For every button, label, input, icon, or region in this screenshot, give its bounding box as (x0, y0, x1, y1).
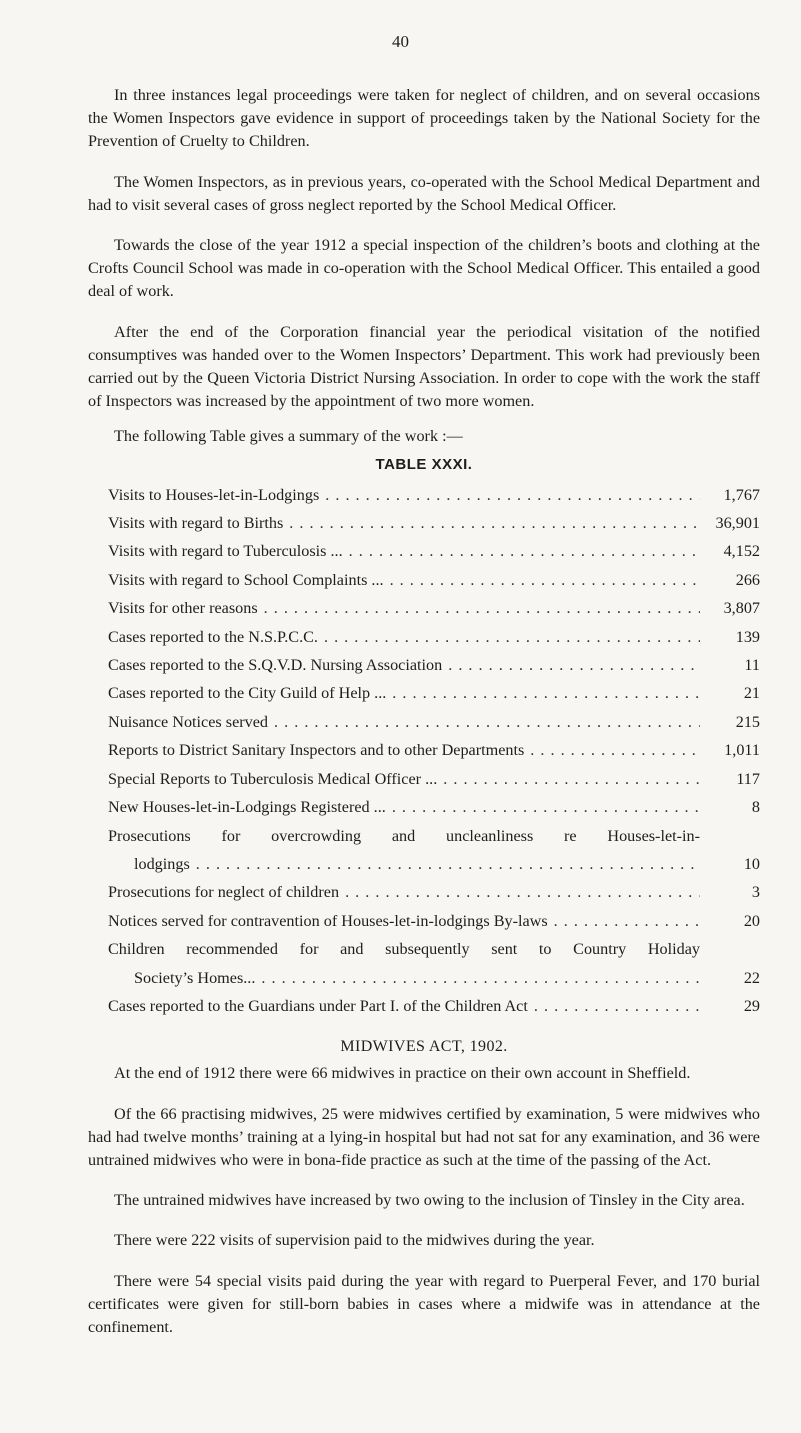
table-row (108, 736, 760, 764)
table-title: TABLE XXXI. (375, 455, 473, 473)
page-content (88, 84, 760, 1339)
table-row (108, 651, 760, 679)
table-row (108, 850, 760, 878)
table-row (108, 765, 760, 793)
row-value: 29 (743, 996, 760, 1015)
row-label: Society’s Homes... (134, 968, 256, 987)
row-value: 117 (736, 769, 760, 788)
dot-leader (283, 509, 700, 537)
dot-leader (548, 907, 700, 935)
row-value: 22 (743, 968, 760, 987)
dot-leader (268, 708, 700, 736)
dot-leader (386, 679, 700, 707)
row-value: 11 (744, 656, 760, 675)
dot-leader (442, 651, 700, 679)
dot-leader (255, 964, 700, 992)
table-row (108, 907, 760, 935)
paragraph-table-intro: The following Table gives a summary of the work :— (114, 427, 463, 446)
row-value: 139 (735, 627, 760, 646)
row-value: 1,767 (723, 485, 760, 504)
table-row (108, 708, 760, 736)
dot-leader (319, 481, 700, 509)
row-value: 1,011 (724, 741, 760, 760)
dot-leader (524, 736, 700, 764)
table-row (108, 992, 760, 1020)
row-label: Visits with regard to Births (108, 514, 284, 533)
row-label: Reports to District Sanitary Inspectors and to other Departments (108, 741, 525, 760)
row-label: New Houses-let-in-Lodgings Registered ... (108, 798, 386, 817)
row-label: Visits to Houses-let-in-Lodgings (108, 485, 320, 504)
row-value: 36,901 (715, 514, 760, 533)
row-label: Cases reported to the Guardians under Part I. of the Children Act (108, 996, 528, 1015)
table-row (108, 935, 760, 963)
row-label: Cases reported to the N.S.P.C.C. (108, 627, 318, 646)
table-row (108, 793, 760, 821)
row-value: 215 (735, 712, 760, 731)
dot-leader (258, 594, 700, 622)
paragraph-special-visits: There were 54 special visits paid during the year with regard to Puerperal Fever, and 170 burial certificates were given for still-born babies in cases where a midwife was in attendance at the confinement. (88, 1271, 760, 1336)
table-row (108, 679, 760, 707)
row-value: 3 (751, 883, 760, 902)
row-value: 3,807 (723, 599, 760, 618)
row-label: Cases reported to the S.Q.V.D. Nursing Association (108, 656, 443, 675)
row-value: 21 (743, 684, 760, 703)
row-label: Visits for other reasons (108, 599, 258, 618)
page-number: 40 (392, 32, 409, 51)
table-row (108, 623, 760, 651)
row-label: lodgings (134, 854, 190, 873)
row-label: Visits with regard to Tuberculosis ... (108, 542, 343, 561)
table-row (108, 594, 760, 622)
row-label: Visits with regard to School Complaints ... (108, 570, 384, 589)
dot-leader (437, 765, 700, 793)
dot-leader (528, 992, 700, 1020)
row-value: 10 (743, 854, 760, 873)
table-row (108, 481, 760, 509)
paragraph-legal-proceedings: In three instances legal proceedings were taken for neglect of children, and on several occasions the Women Inspectors gave evidence in support of proceedings taken by the National Society for the Prevention of Cruelty to Children. (88, 86, 760, 151)
dot-leader (343, 537, 700, 565)
paragraph-untrained-midwives: The untrained midwives have increased by two owing to the inclusion of Tinsley in the City area. (114, 1191, 745, 1210)
row-label: Children recommended for and subsequently sent to Country Holiday (108, 940, 700, 959)
dot-leader (190, 850, 700, 878)
row-label: Prosecutions for overcrowding and uncleanliness re Houses-let-in- (108, 826, 700, 845)
paragraph-midwives-count: At the end of 1912 there were 66 midwives in practice on their own account in Sheffield. (114, 1064, 691, 1083)
row-value: 4,152 (723, 542, 760, 561)
table-row (108, 509, 760, 537)
row-value: 8 (751, 798, 760, 817)
table-row (108, 566, 760, 594)
dot-leader (318, 623, 700, 651)
table-row (108, 964, 760, 992)
row-value: 266 (735, 570, 760, 589)
dot-leader (386, 793, 700, 821)
row-label: Prosecutions for neglect of children (108, 883, 340, 902)
row-label: Special Reports to Tuberculosis Medical Officer ... (108, 769, 438, 788)
paragraph-special-inspection: Towards the close of the year 1912 a special inspection of the children’s boots and clothing at the Crofts Council School was made in co-operation with the School Medical Officer. This entailed a good deal of work. (88, 236, 760, 301)
table-row (108, 822, 760, 850)
paragraph-midwives-breakdown: Of the 66 practising midwives, 25 were midwives certified by examination, 5 were midwives who had had twelve months’ training at a lying-in hospital but had not sat for any examination, and 36 were untrained midwives who were in bona-fide practice as such at the time of the passing of the Act. (88, 1104, 760, 1169)
table-row (108, 537, 760, 565)
paragraph-school-medical: The Women Inspectors, as in previous years, co-operated with the School Medical Department and had to visit several cases of gross neglect reported by the School Medical Officer. (88, 172, 760, 214)
table-row (108, 878, 760, 906)
row-label: Cases reported to the City Guild of Help ... (108, 684, 387, 703)
paragraph-consumptives: After the end of the Corporation financial year the periodical visitation of the notified consumptives was handed over to the Women Inspectors’ Department. This work had previously been carried out by the Queen Victoria District Nursing Association. In order to cope with the work the staff of Inspectors was increased by the appointment of two more women. (88, 322, 760, 411)
paragraph-supervision-visits: There were 222 visits of supervision paid to the midwives during the year. (114, 1231, 595, 1250)
dot-leader (339, 878, 700, 906)
dot-leader (384, 566, 700, 594)
section-heading: MIDWIVES ACT, 1902. (340, 1038, 508, 1056)
row-value: 20 (743, 911, 760, 930)
row-label: Notices served for contravention of Houses-let-in-lodgings By-laws (108, 911, 548, 930)
row-label: Nuisance Notices served (108, 712, 269, 731)
summary-table (108, 481, 760, 1021)
